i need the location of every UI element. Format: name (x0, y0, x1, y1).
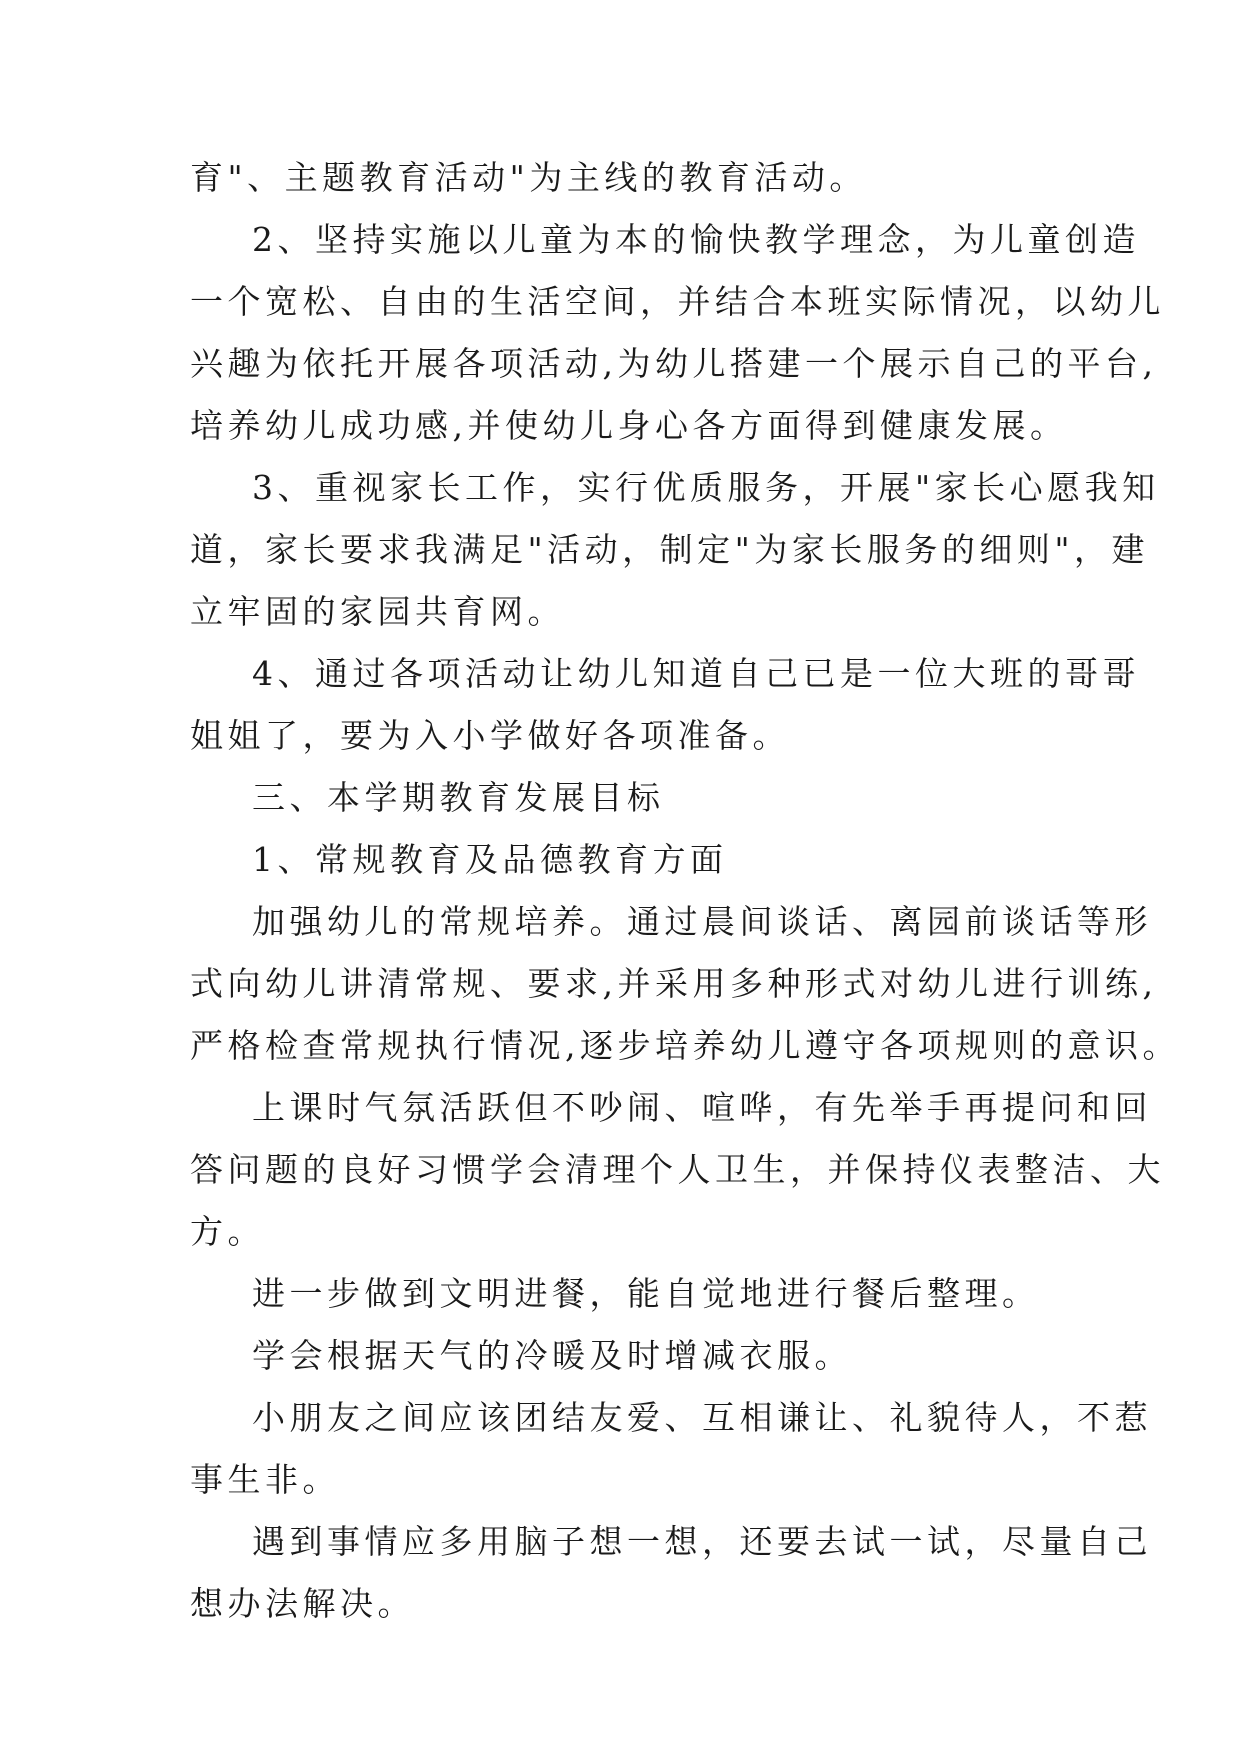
paragraph-start: 小朋友之间应该团结友爱、互相谦让、礼貌待人，不惹 (252, 1398, 1152, 1437)
paragraph-start: 加强幼儿的常规培养。通过晨间谈话、离园前谈话等形 (252, 902, 1152, 941)
text-line: 式向幼儿讲清常规、要求,并采用多种形式对幼儿进行训练, (190, 964, 1158, 1003)
paragraph-4-start: 4、通过各项活动让幼儿知道自己已是一位大班的哥哥 (252, 654, 1140, 693)
paragraph-2-start: 2、坚持实施以儿童为本的愉快教学理念，为儿童创造 (252, 220, 1140, 259)
paragraph-3-start: 3、重视家长工作，实行优质服务，开展"家长心愿我知 (252, 468, 1160, 507)
paragraph-start: 学会根据天气的冷暖及时增减衣服。 (252, 1336, 852, 1375)
text-line: 严格检查常规执行情况,逐步培养幼儿遵守各项规则的意识。 (190, 1026, 1180, 1065)
text-line: 道，家长要求我满足"活动，制定"为家长服务的细则"，建 (190, 530, 1150, 569)
text-line: 育"、主题教育活动"为主线的教育活动。 (190, 158, 867, 197)
paragraph-start: 进一步做到文明进餐，能自觉地进行餐后整理。 (252, 1274, 1040, 1313)
text-line: 答问题的良好习惯学会清理个人卫生，并保持仪表整洁、大 (190, 1150, 1165, 1189)
text-line: 一个宽松、自由的生活空间，并结合本班实际情况，以幼儿 (190, 282, 1165, 321)
text-line: 姐姐了，要为入小学做好各项准备。 (190, 716, 790, 755)
text-line: 兴趣为依托开展各项活动,为幼儿搭建一个展示自己的平台, (190, 344, 1158, 383)
paragraph-start: 遇到事情应多用脑子想一想，还要去试一试，尽量自己 (252, 1522, 1152, 1561)
section-heading: 三、本学期教育发展目标 (252, 778, 665, 817)
text-line: 立牢固的家园共育网。 (190, 592, 565, 631)
paragraph-start: 上课时气氛活跃但不吵闹、喧哗，有先举手再提问和回 (252, 1088, 1152, 1127)
text-line: 事生非。 (190, 1460, 340, 1499)
text-line: 想办法解决。 (190, 1584, 415, 1623)
text-line: 培养幼儿成功感,并使幼儿身心各方面得到健康发展。 (190, 406, 1068, 445)
subsection-heading: 1、常规教育及品德教育方面 (252, 840, 728, 879)
text-line: 方。 (190, 1212, 265, 1251)
